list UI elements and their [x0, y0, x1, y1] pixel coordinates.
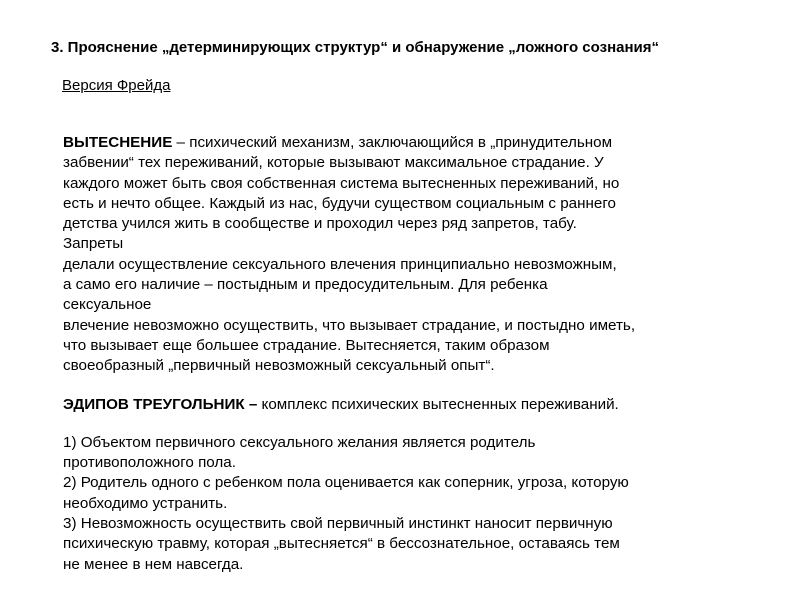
point-line: необходимо устранить. — [63, 494, 228, 512]
repression-line: Запреты — [63, 235, 124, 253]
slide-body — [63, 133, 763, 575]
repression-line: своеобразный „первичный невозможный сексуальный опыт“. — [63, 357, 495, 375]
repression-line: делали осуществление сексуального влечения принципиально невозможным, — [63, 255, 617, 273]
point-line: 2) Родитель одного с ребенком пола оценивается как соперник, угроза, которую — [63, 474, 629, 492]
repression-line: а само его наличие – постыдным и предосудительным. Для ребенка — [63, 276, 548, 294]
point-line: 3) Невозможность осуществить свой первичный инстинкт наносит первичную — [63, 515, 613, 533]
repression-line: сексуальное — [63, 296, 152, 314]
repression-line: каждого может быть своя собственная система вытесненных переживаний, но — [63, 174, 620, 192]
oedipus-line — [63, 395, 763, 415]
paragraph-gap — [63, 377, 763, 395]
oedipus-term: ЭДИПОВ ТРЕУГОЛЬНИК – — [63, 395, 258, 413]
point-line: противоположного пола. — [63, 454, 236, 472]
oedipus-definition: комплекс психических вытесненных переживаний. — [257, 395, 619, 413]
paragraph-gap — [63, 415, 763, 433]
slide-subtitle: Версия Фрейда — [62, 77, 171, 94]
slide-title: 3. Прояснение „детерминирующих структур“ и обнаружение „ложного сознания“ — [51, 39, 660, 56]
repression-line: забвении“ тех переживаний, которые вызывают максимальное страдание. У — [63, 154, 604, 172]
point-line: 1) Объектом первичного сексуального желания является родитель — [63, 433, 536, 451]
repression-definition-start: – психический механизм, заключающийся в „принудительном — [172, 134, 613, 151]
point-line: психическую травму, которая „вытесняется“ в бессознательное, оставаясь тем — [63, 535, 620, 553]
repression-line: влечение невозможно осуществить, что вызывает страдание, и постыдно иметь, — [63, 316, 636, 334]
repression-first-line — [63, 133, 763, 153]
repression-term: ВЫТЕСНЕНИЕ — [63, 134, 173, 151]
repression-line: есть и нечто общее. Каждый из нас, будучи существом социальным с раннего — [63, 194, 616, 212]
repression-line: что вызывает еще большее страдание. Вытесняется, таким образом — [63, 336, 550, 354]
repression-line: детства учился жить в сообществе и проходил через ряд запретов, табу. — [63, 215, 577, 233]
point-line: не менее в нем навсегда. — [63, 555, 244, 573]
